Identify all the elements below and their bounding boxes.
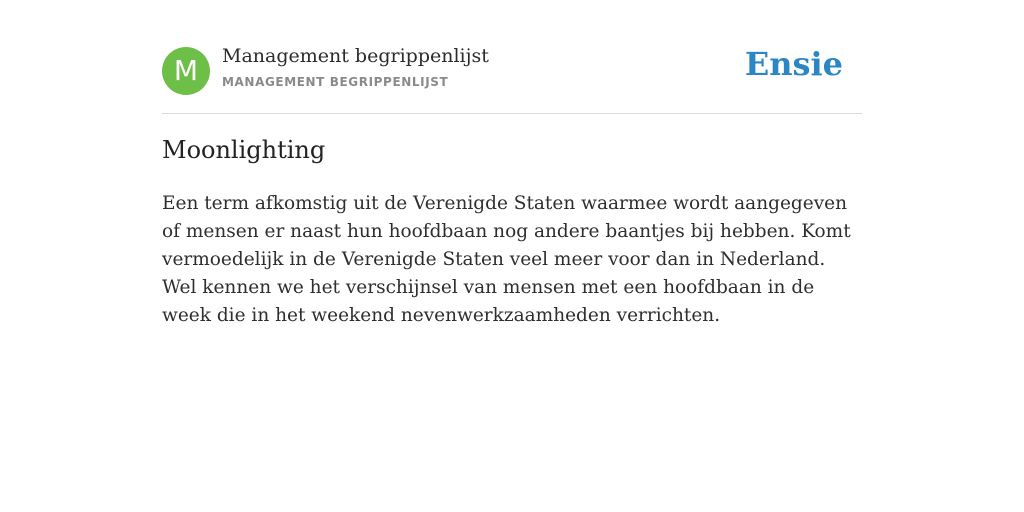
header xyxy=(162,0,862,114)
source-avatar[interactable]: M xyxy=(162,47,210,95)
ensie-logo[interactable]: Ensie xyxy=(744,45,843,83)
source-subtitle: MANAGEMENT BEGRIPPENLIJST xyxy=(222,75,449,89)
term-definition: Een term afkomstig uit de Verenigde Staten waarmee wordt aangegeven of mensen er naast hun hoofdbaan nog andere baantjes bij hebben. Komt vermoedelijk in de Verenigde Staten veel meer voor dan in Nederland. Wel kennen we het verschijnsel van mensen met een hoofdbaan in de week die in het weekend nevenwerkzaamheden verrichten. xyxy=(162,193,851,326)
source-title[interactable]: Management begrippenlijst xyxy=(222,45,489,67)
term-title: Moonlighting xyxy=(162,136,326,164)
content-container xyxy=(162,0,862,326)
